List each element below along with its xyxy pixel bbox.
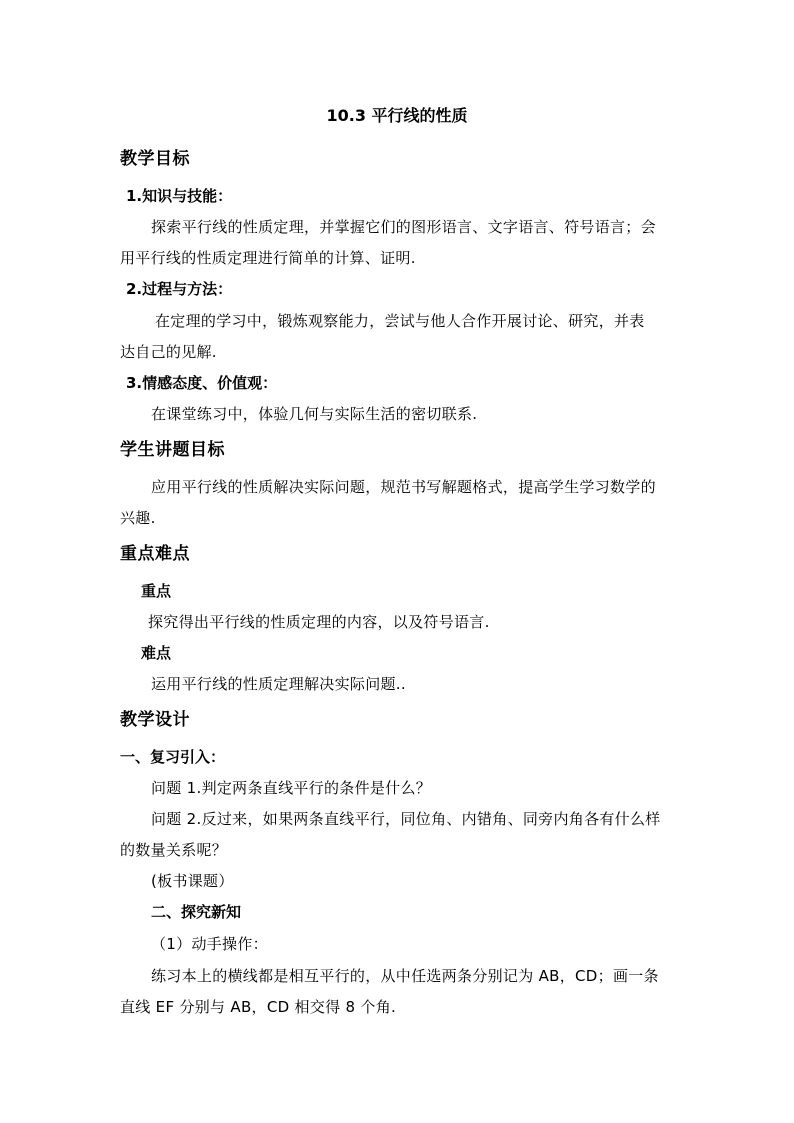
heading-key-points: 重点难点 (120, 544, 190, 564)
label-knowledge-skills: 1.知识与技能： (126, 187, 233, 205)
label-key-point: 重点 (141, 582, 172, 600)
heading-teaching-goals: 教学目标 (120, 149, 190, 169)
label-process-method: 2.过程与方法： (126, 280, 233, 298)
board-title-note: (板书课题） (151, 872, 234, 890)
key-point-text: 探究得出平行线的性质定理的内容，以及符号语言. (148, 613, 490, 631)
difficult-point-text: 运用平行线的性质定理解决实际问题.. (151, 675, 406, 693)
page-title: 10.3 平行线的性质 (326, 106, 468, 125)
label-review-intro: 一、复习引入： (120, 748, 226, 766)
label-difficult-point: 难点 (141, 644, 172, 662)
student-goal-line-2: 兴趣. (120, 509, 156, 527)
review-question-2-line-1: 问题 2.反过来，如果两条直线平行，同位角、内错角、同旁内角各有什么样 (151, 810, 661, 828)
explore-line-2: 直线 EF 分别与 AB，CD 相交得 8 个角. (120, 998, 397, 1016)
review-question-2-line-2: 的数量关系呢？ (120, 841, 228, 859)
heading-teaching-design: 教学设计 (120, 710, 190, 730)
label-explore-new: 二、探究新知 (151, 903, 242, 921)
heading-student-goal: 学生讲题目标 (120, 440, 225, 460)
student-goal-line-1: 应用平行线的性质解决实际问题，规范书写解题格式，提高学生学习数学的 (151, 478, 656, 496)
knowledge-line-2: 用平行线的性质定理进行简单的计算、证明. (120, 249, 416, 267)
knowledge-line-1: 探索平行线的性质定理，并掌握它们的图形语言、文字语言、符号语言；会 (151, 218, 656, 236)
explore-step-1: （1）动手操作： (151, 935, 268, 953)
label-emotion-values: 3.情感态度、价值观： (126, 374, 278, 392)
review-question-1: 问题 1.判定两条直线平行的条件是什么？ (151, 779, 432, 797)
process-line-1: 在定理的学习中，锻炼观察能力，尝试与他人合作开展讨论、研究，并表 (155, 312, 645, 330)
emotion-line-1: 在课堂练习中，体验几何与实际生活的密切联系. (151, 405, 478, 423)
process-line-2: 达自己的见解. (120, 343, 217, 361)
explore-line-1: 练习本上的横线都是相互平行的，从中任选两条分别记为 AB，CD；画一条 (151, 967, 659, 985)
